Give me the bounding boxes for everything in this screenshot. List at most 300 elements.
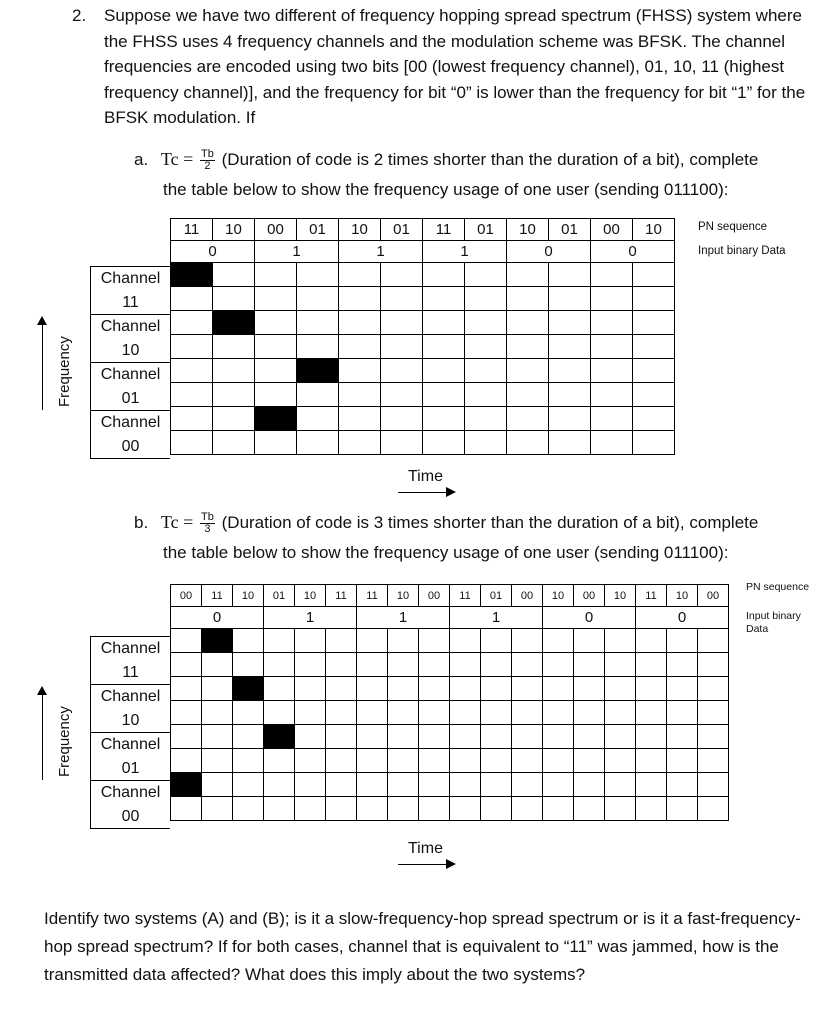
grid-cell[interactable] xyxy=(339,431,381,455)
grid-cell[interactable] xyxy=(233,797,264,821)
grid-cell[interactable] xyxy=(297,407,339,431)
grid-cell[interactable] xyxy=(202,653,233,677)
part-a-divisor: 2 xyxy=(204,160,211,173)
grid-cell[interactable] xyxy=(481,773,512,797)
grid-cell[interactable] xyxy=(605,629,636,653)
grid-cell[interactable] xyxy=(388,797,419,821)
grid-cell[interactable] xyxy=(326,629,357,653)
grid-cell[interactable] xyxy=(213,359,255,383)
grid-cell[interactable] xyxy=(591,383,633,407)
input-bit-cell: 0 xyxy=(507,241,591,263)
grid-cell[interactable] xyxy=(423,383,465,407)
grid-cell[interactable] xyxy=(233,653,264,677)
grid-cell[interactable] xyxy=(295,749,326,773)
grid-cell[interactable] xyxy=(171,701,202,725)
channel-name: Channel xyxy=(100,784,161,801)
grid-cell[interactable] xyxy=(591,431,633,455)
grid-cell[interactable] xyxy=(574,749,605,773)
grid-cell[interactable] xyxy=(264,677,295,701)
grid-cell[interactable] xyxy=(264,773,295,797)
input-bit-cell: 0 xyxy=(171,241,255,263)
grid-cell[interactable] xyxy=(633,335,675,359)
grid-cell[interactable] xyxy=(507,311,549,335)
grid-cell[interactable] xyxy=(357,749,388,773)
grid-cell[interactable] xyxy=(507,263,549,287)
pn-cell: 00 xyxy=(574,585,605,607)
filled-grid-cell[interactable] xyxy=(297,359,339,383)
grid-cell[interactable] xyxy=(636,749,667,773)
grid-cell[interactable] xyxy=(591,335,633,359)
grid-cell[interactable] xyxy=(202,749,233,773)
pn-cell: 11 xyxy=(450,585,481,607)
channel-code: 01 xyxy=(121,390,140,407)
channel-code: 01 xyxy=(121,760,140,777)
grid-cell[interactable] xyxy=(295,653,326,677)
grid-cell[interactable] xyxy=(295,629,326,653)
grid-cell[interactable] xyxy=(326,725,357,749)
grid-cell[interactable] xyxy=(255,383,297,407)
grid-cell[interactable] xyxy=(512,677,543,701)
grid-cell[interactable] xyxy=(605,701,636,725)
grid-cell[interactable] xyxy=(450,677,481,701)
grid-cell[interactable] xyxy=(381,431,423,455)
filled-grid-cell[interactable] xyxy=(264,725,295,749)
grid-cell[interactable] xyxy=(213,431,255,455)
grid-cell[interactable] xyxy=(549,263,591,287)
grid-cell[interactable] xyxy=(357,701,388,725)
part-b-divisor: 3 xyxy=(204,523,211,536)
grid-cell[interactable] xyxy=(255,287,297,311)
grid-cell[interactable] xyxy=(419,629,450,653)
grid-cell[interactable] xyxy=(450,749,481,773)
pn-cell: 11 xyxy=(171,219,213,241)
grid-cell[interactable] xyxy=(512,773,543,797)
grid-cell[interactable] xyxy=(171,797,202,821)
grid-cell[interactable] xyxy=(423,359,465,383)
part-a-tb: Tb xyxy=(201,148,214,161)
grid-cell[interactable] xyxy=(636,773,667,797)
grid-cell[interactable] xyxy=(481,701,512,725)
grid-cell[interactable] xyxy=(591,311,633,335)
grid-cell[interactable] xyxy=(171,431,213,455)
grid-cell[interactable] xyxy=(465,407,507,431)
pn-cell: 10 xyxy=(633,219,675,241)
grid-cell[interactable] xyxy=(381,287,423,311)
grid-cell[interactable] xyxy=(481,653,512,677)
grid-cell[interactable] xyxy=(512,725,543,749)
grid-cell[interactable] xyxy=(591,359,633,383)
grid-cell[interactable] xyxy=(605,797,636,821)
grid-cell[interactable] xyxy=(357,629,388,653)
grid-cell[interactable] xyxy=(423,407,465,431)
pn-cell: 01 xyxy=(297,219,339,241)
pn-cell: 10 xyxy=(543,585,574,607)
grid-cell[interactable] xyxy=(636,677,667,701)
grid-cell[interactable] xyxy=(512,701,543,725)
grid-cell[interactable] xyxy=(465,431,507,455)
grid-cell[interactable] xyxy=(255,431,297,455)
grid-cell[interactable] xyxy=(591,407,633,431)
grid-cell[interactable] xyxy=(419,773,450,797)
grid-cell[interactable] xyxy=(419,725,450,749)
grid-cell[interactable] xyxy=(171,311,213,335)
grid-cell[interactable] xyxy=(574,773,605,797)
channel-name: Channel xyxy=(100,688,161,705)
grid-cell[interactable] xyxy=(698,629,729,653)
grid-cell[interactable] xyxy=(543,725,574,749)
grid-cell[interactable] xyxy=(264,749,295,773)
grid-cell[interactable] xyxy=(512,797,543,821)
part-a-fraction xyxy=(200,149,215,172)
pn-cell: 00 xyxy=(419,585,450,607)
grid-cell[interactable] xyxy=(295,701,326,725)
grid-cell[interactable] xyxy=(233,701,264,725)
grid-cell[interactable] xyxy=(465,335,507,359)
grid-cell[interactable] xyxy=(388,701,419,725)
grid-cell[interactable] xyxy=(388,677,419,701)
input-bit-cell: 1 xyxy=(357,607,450,629)
grid-cell[interactable] xyxy=(574,797,605,821)
grid-cell[interactable] xyxy=(295,797,326,821)
grid-cell[interactable] xyxy=(636,653,667,677)
grid-cell[interactable] xyxy=(255,335,297,359)
grid-cell[interactable] xyxy=(574,677,605,701)
pn-cell: 11 xyxy=(326,585,357,607)
grid-cell[interactable] xyxy=(605,677,636,701)
filled-grid-cell[interactable] xyxy=(213,311,255,335)
grid-cell[interactable] xyxy=(297,311,339,335)
grid-cell[interactable] xyxy=(605,653,636,677)
grid-cell[interactable] xyxy=(297,431,339,455)
grid-cell[interactable] xyxy=(450,629,481,653)
grid-cell[interactable] xyxy=(419,653,450,677)
grid-cell[interactable] xyxy=(233,629,264,653)
pn-cell: 11 xyxy=(423,219,465,241)
grid-cell[interactable] xyxy=(326,797,357,821)
grid-cell[interactable] xyxy=(339,359,381,383)
grid-cell[interactable] xyxy=(264,701,295,725)
grid-cell[interactable] xyxy=(419,701,450,725)
grid-cell[interactable] xyxy=(381,335,423,359)
grid-cell[interactable] xyxy=(202,773,233,797)
grid-cell[interactable] xyxy=(264,653,295,677)
grid-cell[interactable] xyxy=(297,287,339,311)
grid-cell[interactable] xyxy=(326,749,357,773)
part-a-time-arrow xyxy=(398,492,454,493)
grid-cell[interactable] xyxy=(233,749,264,773)
channel-label xyxy=(90,684,170,733)
grid-cell[interactable] xyxy=(171,287,213,311)
grid-cell[interactable] xyxy=(507,431,549,455)
grid-cell[interactable] xyxy=(698,701,729,725)
grid-cell[interactable] xyxy=(698,677,729,701)
grid-cell[interactable] xyxy=(423,287,465,311)
grid-cell[interactable] xyxy=(667,677,698,701)
grid-cell[interactable] xyxy=(450,701,481,725)
grid-cell[interactable] xyxy=(381,311,423,335)
grid-cell[interactable] xyxy=(633,311,675,335)
part-b-text1: (Duration of code is 3 times shorter than the duration of a bit), complete xyxy=(221,513,759,532)
grid-cell[interactable] xyxy=(450,725,481,749)
part-b-input-label: Input binary Data xyxy=(746,610,801,635)
grid-cell[interactable] xyxy=(667,797,698,821)
grid-cell[interactable] xyxy=(481,749,512,773)
grid-cell[interactable] xyxy=(255,359,297,383)
part-a-text2: the table below to show the frequency usage of one user (sending 011100): xyxy=(163,180,729,199)
grid-cell[interactable] xyxy=(465,263,507,287)
grid-cell[interactable] xyxy=(419,797,450,821)
grid-cell[interactable] xyxy=(698,749,729,773)
grid-cell[interactable] xyxy=(171,383,213,407)
grid-cell[interactable] xyxy=(423,263,465,287)
grid-cell[interactable] xyxy=(512,629,543,653)
filled-grid-cell[interactable] xyxy=(202,629,233,653)
grid-cell[interactable] xyxy=(481,797,512,821)
grid-cell[interactable] xyxy=(450,653,481,677)
grid-cell[interactable] xyxy=(667,773,698,797)
grid-cell[interactable] xyxy=(357,773,388,797)
grid-cell[interactable] xyxy=(512,749,543,773)
filled-grid-cell[interactable] xyxy=(171,263,213,287)
input-bit-cell: 0 xyxy=(591,241,675,263)
grid-cell[interactable] xyxy=(339,311,381,335)
grid-cell[interactable] xyxy=(381,263,423,287)
part-a-time-label: Time xyxy=(408,468,443,485)
grid-cell[interactable] xyxy=(202,725,233,749)
grid-cell[interactable] xyxy=(339,287,381,311)
grid-cell[interactable] xyxy=(507,287,549,311)
grid-cell[interactable] xyxy=(465,287,507,311)
pn-cell: 10 xyxy=(233,585,264,607)
grid-cell[interactable] xyxy=(297,335,339,359)
grid-cell[interactable] xyxy=(543,749,574,773)
grid-cell[interactable] xyxy=(297,263,339,287)
channel-label xyxy=(90,732,170,781)
grid-cell[interactable] xyxy=(255,311,297,335)
grid-cell[interactable] xyxy=(698,773,729,797)
grid-cell[interactable] xyxy=(636,797,667,821)
pn-cell: 01 xyxy=(264,585,295,607)
part-a-frequency-arrow xyxy=(42,318,43,410)
part-a-pn-label: PN sequence xyxy=(698,221,768,233)
filled-grid-cell[interactable] xyxy=(171,773,202,797)
grid-cell[interactable] xyxy=(574,629,605,653)
part-b-frequency-arrow xyxy=(42,688,43,780)
grid-cell[interactable] xyxy=(636,629,667,653)
grid-cell[interactable] xyxy=(171,749,202,773)
pn-cell: 01 xyxy=(465,219,507,241)
grid-cell[interactable] xyxy=(698,653,729,677)
grid-cell[interactable] xyxy=(339,383,381,407)
grid-cell[interactable] xyxy=(465,359,507,383)
grid-cell[interactable] xyxy=(636,725,667,749)
final-question: Identify two systems (A) and (B); is it a slow-frequency-hop spread spectrum or is it a fast-frequency-hop spread spectrum? If for both cases, channel that is equivalent to “11” was jammed, how is the transmitted data affected? What does this imply about the two systems? xyxy=(44,909,801,984)
filled-grid-cell[interactable] xyxy=(233,677,264,701)
grid-cell[interactable] xyxy=(667,653,698,677)
grid-cell[interactable] xyxy=(213,383,255,407)
channel-name: Channel xyxy=(100,640,161,657)
grid-cell[interactable] xyxy=(357,725,388,749)
grid-cell[interactable] xyxy=(481,629,512,653)
grid-cell[interactable] xyxy=(171,407,213,431)
grid-cell[interactable] xyxy=(381,407,423,431)
grid-cell[interactable] xyxy=(381,383,423,407)
input-bit-cell: 0 xyxy=(543,607,636,629)
grid-cell[interactable] xyxy=(507,335,549,359)
grid-cell[interactable] xyxy=(543,677,574,701)
channel-name: Channel xyxy=(100,736,161,753)
grid-cell[interactable] xyxy=(698,725,729,749)
channel-name: Channel xyxy=(100,414,161,431)
grid-cell[interactable] xyxy=(388,629,419,653)
grid-cell[interactable] xyxy=(574,725,605,749)
grid-cell[interactable] xyxy=(698,797,729,821)
grid-cell[interactable] xyxy=(605,773,636,797)
grid-cell[interactable] xyxy=(512,653,543,677)
grid-cell[interactable] xyxy=(543,629,574,653)
grid-cell[interactable] xyxy=(465,383,507,407)
grid-cell[interactable] xyxy=(667,629,698,653)
grid-cell[interactable] xyxy=(507,359,549,383)
grid-cell[interactable] xyxy=(667,749,698,773)
grid-cell[interactable] xyxy=(543,653,574,677)
channel-code: 00 xyxy=(121,808,140,825)
grid-cell[interactable] xyxy=(388,773,419,797)
grid-cell[interactable] xyxy=(381,359,423,383)
grid-cell[interactable] xyxy=(549,407,591,431)
pn-cell: 11 xyxy=(202,585,233,607)
part-b-time-label: Time xyxy=(408,840,443,857)
grid-cell[interactable] xyxy=(481,725,512,749)
part-b-tc: Tc = xyxy=(160,512,194,532)
part-a-frequency-label: Frequency xyxy=(56,336,73,407)
grid-cell[interactable] xyxy=(574,653,605,677)
grid-cell[interactable] xyxy=(636,701,667,725)
grid-cell[interactable] xyxy=(549,359,591,383)
grid-cell[interactable] xyxy=(543,773,574,797)
grid-cell[interactable] xyxy=(326,677,357,701)
grid-cell[interactable] xyxy=(543,701,574,725)
grid-cell[interactable] xyxy=(357,797,388,821)
grid-cell[interactable] xyxy=(633,407,675,431)
grid-cell[interactable] xyxy=(326,653,357,677)
grid-cell[interactable] xyxy=(171,725,202,749)
grid-cell[interactable] xyxy=(423,431,465,455)
grid-cell[interactable] xyxy=(633,431,675,455)
grid-cell[interactable] xyxy=(388,749,419,773)
grid-cell[interactable] xyxy=(171,677,202,701)
grid-cell[interactable] xyxy=(450,773,481,797)
grid-cell[interactable] xyxy=(297,383,339,407)
grid-cell[interactable] xyxy=(357,677,388,701)
grid-cell[interactable] xyxy=(339,335,381,359)
grid-cell[interactable] xyxy=(171,359,213,383)
grid-cell[interactable] xyxy=(633,287,675,311)
grid-cell[interactable] xyxy=(171,335,213,359)
pn-cell: 11 xyxy=(636,585,667,607)
grid-cell[interactable] xyxy=(549,335,591,359)
grid-cell[interactable] xyxy=(549,383,591,407)
grid-cell[interactable] xyxy=(667,701,698,725)
grid-cell[interactable] xyxy=(388,725,419,749)
grid-cell[interactable] xyxy=(423,311,465,335)
grid-cell[interactable] xyxy=(667,725,698,749)
grid-cell[interactable] xyxy=(233,725,264,749)
grid-cell[interactable] xyxy=(419,749,450,773)
grid-cell[interactable] xyxy=(339,263,381,287)
grid-cell[interactable] xyxy=(633,359,675,383)
grid-cell[interactable] xyxy=(202,677,233,701)
grid-cell[interactable] xyxy=(481,677,512,701)
grid-cell[interactable] xyxy=(357,653,388,677)
channel-code: 10 xyxy=(121,342,140,359)
grid-cell[interactable] xyxy=(423,335,465,359)
filled-grid-cell[interactable] xyxy=(255,407,297,431)
grid-cell[interactable] xyxy=(295,725,326,749)
grid-cell[interactable] xyxy=(419,677,450,701)
grid-cell[interactable] xyxy=(549,311,591,335)
input-bit-cell: 0 xyxy=(636,607,729,629)
grid-cell[interactable] xyxy=(213,407,255,431)
part-a-input-label: Input binary Data xyxy=(698,245,786,257)
grid-cell[interactable] xyxy=(549,287,591,311)
channel-name: Channel xyxy=(100,318,161,335)
grid-cell[interactable] xyxy=(326,701,357,725)
grid-cell[interactable] xyxy=(339,407,381,431)
grid-cell[interactable] xyxy=(507,383,549,407)
input-bit-cell: 1 xyxy=(264,607,357,629)
grid-cell[interactable] xyxy=(574,701,605,725)
grid-cell[interactable] xyxy=(213,263,255,287)
grid-cell[interactable] xyxy=(633,383,675,407)
grid-cell[interactable] xyxy=(171,629,202,653)
grid-cell[interactable] xyxy=(507,407,549,431)
grid-cell[interactable] xyxy=(233,773,264,797)
grid-cell[interactable] xyxy=(202,797,233,821)
pn-cell: 11 xyxy=(357,585,388,607)
pn-cell: 01 xyxy=(481,585,512,607)
grid-cell[interactable] xyxy=(213,335,255,359)
pn-cell: 00 xyxy=(698,585,729,607)
grid-cell[interactable] xyxy=(264,629,295,653)
grid-cell[interactable] xyxy=(202,701,233,725)
grid-cell[interactable] xyxy=(295,773,326,797)
grid-cell[interactable] xyxy=(171,653,202,677)
grid-cell[interactable] xyxy=(388,653,419,677)
pn-cell: 10 xyxy=(507,219,549,241)
grid-cell[interactable] xyxy=(326,773,357,797)
grid-cell[interactable] xyxy=(549,431,591,455)
input-bit-cell: 1 xyxy=(450,607,543,629)
grid-cell[interactable] xyxy=(213,287,255,311)
grid-cell[interactable] xyxy=(264,797,295,821)
grid-cell[interactable] xyxy=(450,797,481,821)
part-b-pn-label: PN sequence xyxy=(746,581,810,593)
grid-cell[interactable] xyxy=(295,677,326,701)
grid-cell[interactable] xyxy=(591,287,633,311)
grid-cell[interactable] xyxy=(591,263,633,287)
grid-cell[interactable] xyxy=(255,263,297,287)
grid-cell[interactable] xyxy=(465,311,507,335)
grid-cell[interactable] xyxy=(605,749,636,773)
grid-cell[interactable] xyxy=(633,263,675,287)
input-bit-cell: 0 xyxy=(171,607,264,629)
channel-label xyxy=(90,636,170,685)
pn-cell: 10 xyxy=(295,585,326,607)
input-bit-cell: 1 xyxy=(339,241,423,263)
grid-cell[interactable] xyxy=(605,725,636,749)
grid-cell[interactable] xyxy=(543,797,574,821)
